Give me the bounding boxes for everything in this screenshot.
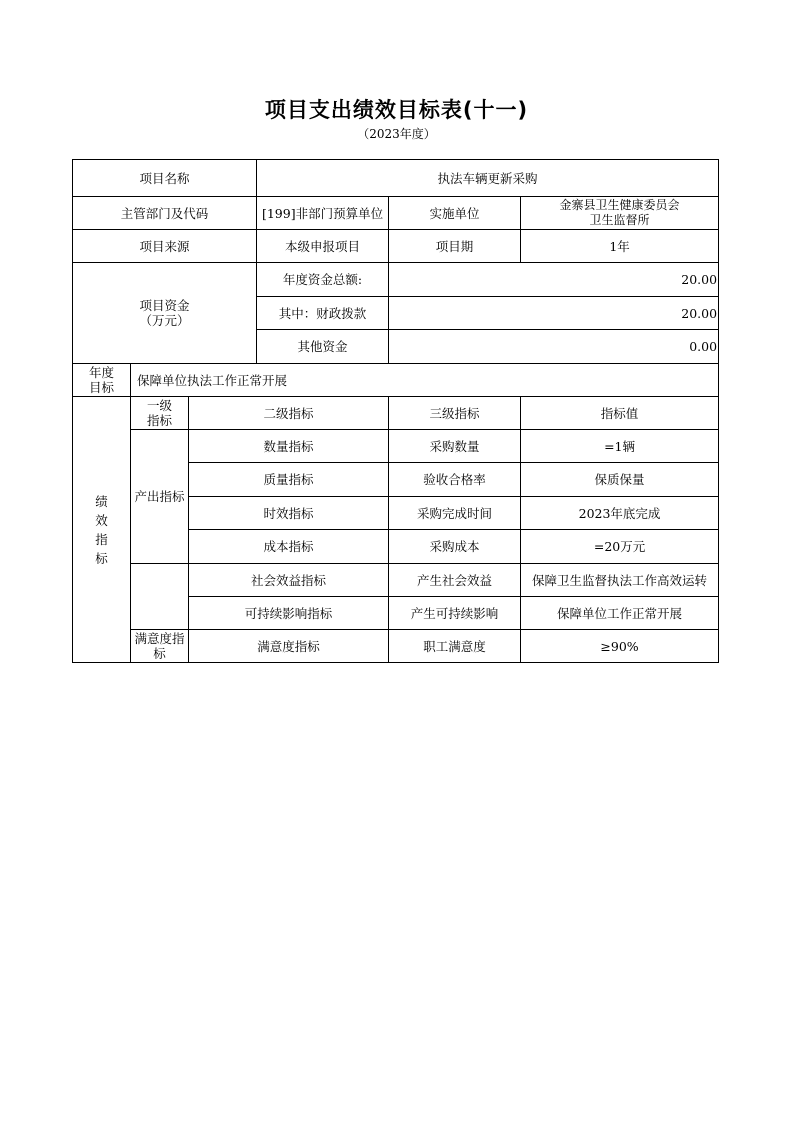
level2-cell: 满意度指标: [189, 630, 389, 663]
impl-unit-label: 实施单位: [389, 197, 521, 230]
level1-header-line-1: 一级: [146, 398, 172, 413]
level3-header: 三级指标: [389, 397, 521, 430]
annual-goal-value: 保障单位执法工作正常开展: [131, 364, 719, 397]
value-cell: 保质保量: [521, 463, 719, 497]
value-cell: =20万元: [521, 530, 719, 564]
level2-cell: 数量指标: [189, 430, 389, 463]
row-annual-goal: [73, 364, 719, 397]
row-indicator-header: [73, 397, 719, 430]
level3-cell: 采购完成时间: [389, 497, 521, 530]
funds-label: [73, 263, 257, 364]
level3-cell: 验收合格率: [389, 463, 521, 497]
dept-value: [199]非部门预算单位: [257, 197, 389, 230]
funds-label-line-2: （万元）: [139, 313, 190, 328]
value-cell: =1辆: [521, 430, 719, 463]
perf-char-4: 标: [95, 550, 108, 566]
satisfaction-indicator-label: 满意度指标: [131, 630, 189, 663]
level3-cell: 产生社会效益: [389, 564, 521, 597]
source-label: 项目来源: [73, 230, 257, 263]
page-title: 项目支出绩效目标表(十一): [264, 98, 529, 122]
period-value: 1年: [521, 230, 719, 263]
level2-header: 二级指标: [189, 397, 389, 430]
effect-indicator-label: [131, 564, 189, 630]
annual-goal-label-line-2: 目标: [88, 380, 114, 395]
impl-unit-line-2: 卫生监督所: [589, 213, 650, 227]
impl-unit-value: [521, 197, 719, 230]
level2-cell: 时效指标: [189, 497, 389, 530]
period-label: 项目期: [389, 230, 521, 263]
output-indicator-label: 产出指标: [131, 430, 189, 564]
funds-label-line-1: 项目资金: [139, 298, 190, 313]
fiscal-funds-label: 其中：财政拨款: [257, 297, 389, 330]
annual-goal-label: [73, 364, 131, 397]
row-dept: [73, 197, 719, 230]
level2-cell: 成本指标: [189, 530, 389, 564]
row-total-funds: [73, 263, 719, 297]
other-funds-value: 0.00: [389, 330, 719, 364]
level1-header: [131, 397, 189, 430]
value-header: 指标值: [521, 397, 719, 430]
level2-cell: 社会效益指标: [189, 564, 389, 597]
dept-label: 主管部门及代码: [73, 197, 257, 230]
annual-goal-label-line-1: 年度: [88, 365, 114, 380]
project-name-value: 执法车辆更新采购: [257, 160, 719, 197]
table-row: [73, 430, 719, 463]
level2-cell: 可持续影响指标: [189, 597, 389, 630]
impl-unit-line-1: 金寨县卫生健康委员会: [559, 198, 680, 212]
table-row: [73, 630, 719, 663]
level1-header-line-2: 指标: [146, 413, 172, 428]
value-cell: 保障单位工作正常开展: [521, 597, 719, 630]
value-cell: 保障卫生监督执法工作高效运转: [521, 564, 719, 597]
perf-char-2: 效: [95, 512, 108, 528]
fiscal-funds-value: 20.00: [389, 297, 719, 330]
performance-table: [72, 159, 719, 663]
value-cell: ≥90%: [521, 630, 719, 663]
other-funds-label: 其他资金: [257, 330, 389, 364]
perf-char-1: 绩: [95, 493, 108, 509]
level3-cell: 采购成本: [389, 530, 521, 564]
level3-cell: 采购数量: [389, 430, 521, 463]
row-source: [73, 230, 719, 263]
level2-cell: 质量指标: [189, 463, 389, 497]
page-subtitle: （2023年度）: [357, 127, 436, 141]
row-project-name: [73, 160, 719, 197]
source-value: 本级申报项目: [257, 230, 389, 263]
performance-indicator-label: [73, 397, 131, 663]
table-row: [73, 564, 719, 597]
project-name-label: 项目名称: [73, 160, 257, 197]
level3-cell: 职工满意度: [389, 630, 521, 663]
value-cell: 2023年底完成: [521, 497, 719, 530]
level3-cell: 产生可持续影响: [389, 597, 521, 630]
total-funds-value: 20.00: [389, 263, 719, 297]
perf-char-3: 指: [95, 531, 108, 547]
total-funds-label: 年度资金总额:: [257, 263, 389, 297]
